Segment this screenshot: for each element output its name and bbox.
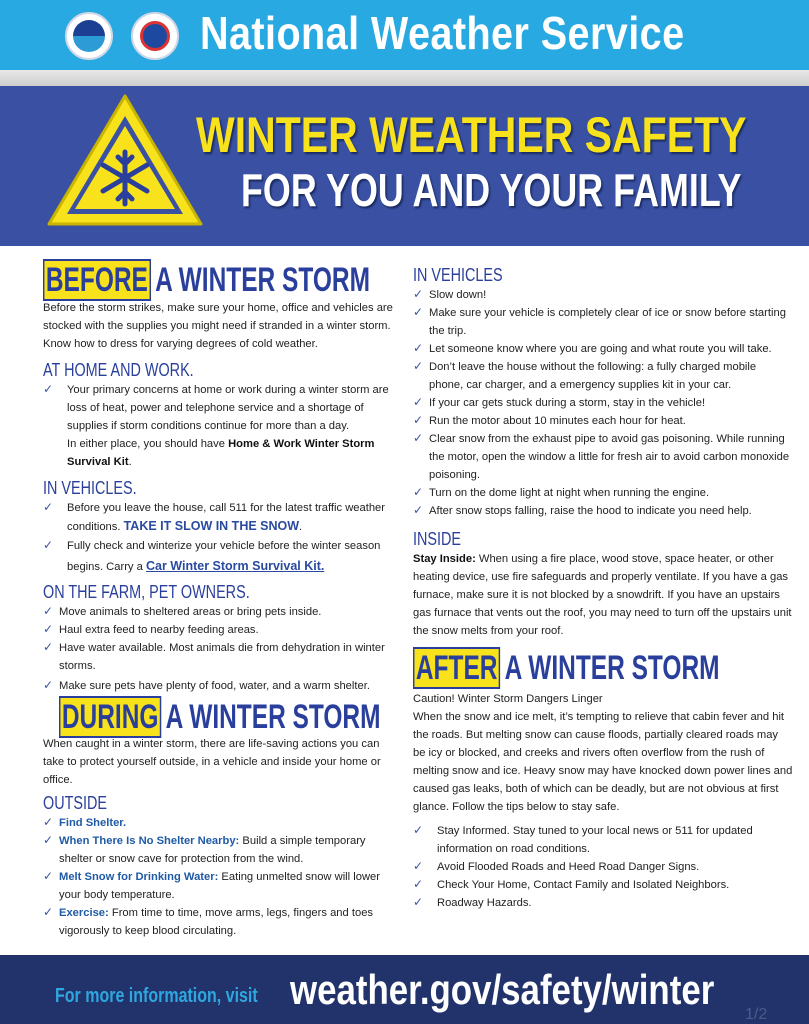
list-item bbox=[413, 876, 793, 894]
list-item bbox=[43, 639, 393, 675]
list-item bbox=[43, 677, 393, 695]
list-item bbox=[43, 499, 393, 536]
list-item bbox=[413, 412, 793, 430]
item-text: Fully check and winterize your vehicle before the winter season begins. Carry a bbox=[67, 540, 381, 573]
list-item bbox=[413, 304, 793, 340]
item-text: Build a simple temporary shelter or snow cave for protection from the wind. bbox=[59, 835, 366, 865]
list-item bbox=[43, 621, 393, 639]
item-text: Eating unmelted snow will lower your body temperature. bbox=[59, 871, 381, 901]
check-icon: ✓ bbox=[43, 815, 54, 829]
item-text: Haul extra feed to nearby feeding areas. bbox=[59, 624, 259, 636]
section-heading bbox=[43, 262, 370, 298]
list-item bbox=[43, 832, 393, 868]
item-text: Before you leave the house, call 511 for the latest traffic weather conditions. bbox=[67, 502, 385, 533]
list-item bbox=[413, 358, 793, 394]
inside-title: INSIDE bbox=[413, 529, 462, 549]
farm-title: ON THE FARM, PET OWNERS. bbox=[43, 582, 250, 602]
outside-title: OUTSIDE bbox=[43, 793, 108, 813]
list-item bbox=[413, 484, 793, 502]
after-list bbox=[413, 822, 793, 912]
check-icon: ✓ bbox=[43, 640, 54, 654]
item-text: After snow stops falling, raise the hood to indicate you need help. bbox=[429, 505, 752, 517]
before-intro: Before the storm strikes, make sure your home, office and vehicles are stocked with the supplies you might need if stranded in a winter storm. Know how to dress for varying degrees of cold weather. bbox=[43, 302, 393, 350]
check-icon: ✓ bbox=[43, 869, 54, 883]
check-icon: ✓ bbox=[43, 905, 54, 919]
section-heading bbox=[59, 699, 381, 735]
item-text: Make sure your vehicle is completely clear of ice or snow before starting the trip. bbox=[429, 307, 786, 337]
footer-url-link[interactable]: weather.gov/safety/winter bbox=[290, 966, 715, 1013]
check-icon: ✓ bbox=[413, 305, 424, 319]
list-item bbox=[43, 536, 393, 577]
item-text: Move animals to sheltered areas or bring pets inside. bbox=[59, 606, 322, 618]
item-text: From time to time, move arms, legs, fingers and toes vigorously to keep blood circulating. bbox=[59, 907, 374, 937]
list-item bbox=[413, 394, 793, 412]
check-icon: ✓ bbox=[43, 833, 54, 847]
check-icon: ✓ bbox=[413, 895, 424, 909]
list-item bbox=[413, 430, 793, 484]
check-icon: ✓ bbox=[43, 500, 54, 514]
list-item bbox=[413, 340, 793, 358]
list-item bbox=[413, 822, 793, 858]
item-emphasis: TAKE IT SLOW IN THE SNOW bbox=[123, 519, 300, 533]
list-item bbox=[43, 904, 393, 940]
left-column bbox=[43, 262, 393, 940]
noaa-logo bbox=[65, 12, 113, 60]
main-subtitle: FOR YOU AND YOUR FAMILY bbox=[241, 164, 742, 216]
check-icon: ✓ bbox=[43, 382, 54, 396]
heading-highlight: DURING bbox=[59, 696, 161, 738]
item-lead: Melt Snow for Drinking Water: bbox=[59, 871, 219, 883]
item-lead: Find Shelter. bbox=[59, 817, 127, 829]
snowflake-warning-icon bbox=[45, 92, 205, 232]
check-icon: ✓ bbox=[413, 859, 424, 873]
list-item bbox=[43, 381, 393, 471]
item-text: Make sure pets have plenty of food, water, and a warm shelter. bbox=[59, 680, 370, 692]
item-text: Clear snow from the exhaust pipe to avoid gas poisoning. While running the motor, open the window a little for fresh air to avoid carbon monoxide poisoning. bbox=[429, 433, 790, 481]
check-icon: ✓ bbox=[43, 678, 54, 692]
check-icon: ✓ bbox=[413, 503, 424, 517]
check-icon: ✓ bbox=[413, 823, 424, 837]
item-text: If your car gets stuck during a storm, stay in the vehicle! bbox=[429, 397, 706, 409]
heading-text: A WINTER STORM bbox=[155, 261, 370, 299]
check-icon: ✓ bbox=[43, 622, 54, 636]
during-section bbox=[43, 699, 393, 940]
item-text: Check Your Home, Contact Family and Isolated Neighbors. bbox=[437, 879, 730, 891]
kit-name: Home & Work Winter Storm Survival Kit bbox=[67, 438, 375, 468]
list-item bbox=[413, 286, 793, 304]
check-icon: ✓ bbox=[413, 485, 424, 499]
home-title: AT HOME AND WORK. bbox=[43, 360, 194, 380]
inside-lead: Stay Inside: bbox=[413, 553, 476, 565]
item-text: Avoid Flooded Roads and Heed Road Danger Signs. bbox=[437, 861, 700, 873]
after-intro: When the snow and ice melt, it’s tempting to relieve that cabin fever and hit the roads. But melting snow can cause floods, partially cleared roads may be icy or blocked, and creeks and rivers often overflow from the rush of melting snow and ice. Heavy snow may have knocked down power lines and caused gas leaks, both of which can be deadly, but are not obvious at first glance. Follow the tips below to stay safe. bbox=[413, 711, 793, 813]
org-title: National Weather Service bbox=[200, 7, 685, 59]
list-item bbox=[413, 894, 793, 912]
heading-text: A WINTER STORM bbox=[504, 649, 720, 687]
item-text: Slow down! bbox=[429, 289, 487, 301]
after-section bbox=[413, 650, 793, 912]
list-item bbox=[413, 502, 793, 520]
item-text: Turn on the dome light at night when running the engine. bbox=[429, 487, 710, 499]
section-heading bbox=[413, 650, 720, 686]
page-indicator: 1/2 bbox=[745, 1006, 768, 1023]
heading-highlight: BEFORE bbox=[43, 259, 151, 301]
vehicles-title: IN VEHICLES bbox=[413, 265, 503, 285]
after-caution: Caution! Winter Storm Dangers Linger bbox=[413, 693, 603, 705]
item-text: Stay Informed. Stay tuned to your local news or 511 for updated information on road conditions. bbox=[437, 825, 753, 855]
check-icon: ✓ bbox=[413, 287, 424, 301]
main-title: WINTER WEATHER SAFETY bbox=[196, 107, 747, 163]
check-icon: ✓ bbox=[413, 431, 424, 445]
item-text: Don’t leave the house without the following: a fully charged mobile phone, car charger, and a emergency supplies kit in your car. bbox=[429, 361, 757, 391]
item-text: Roadway Hazards. bbox=[437, 897, 532, 909]
check-icon: ✓ bbox=[413, 877, 424, 891]
inside-text bbox=[413, 550, 793, 640]
heading-highlight: AFTER bbox=[413, 647, 500, 689]
check-icon: ✓ bbox=[413, 341, 424, 355]
check-icon: ✓ bbox=[413, 359, 424, 373]
check-icon: ✓ bbox=[43, 538, 54, 552]
during-vehicles-section bbox=[413, 264, 793, 640]
list-item bbox=[413, 858, 793, 876]
item-text: Your primary concerns at home or work during a winter storm are loss of heat, power and telephone service and a shortage of supplies if storm conditions continue for more than a day. bbox=[67, 384, 389, 432]
list-item bbox=[43, 814, 393, 832]
item-text: Let someone know where you are going and what route you will take. bbox=[429, 343, 772, 355]
item-text: Run the motor about 10 minutes each hour for heat. bbox=[429, 415, 686, 427]
item-text: In either place, you should have bbox=[67, 438, 229, 450]
check-icon: ✓ bbox=[413, 413, 424, 427]
vehicles-list bbox=[413, 286, 793, 520]
footer-lead: For more information, visit bbox=[55, 985, 258, 1007]
before-section bbox=[43, 262, 393, 695]
vehicles-title: IN VEHICLES. bbox=[43, 478, 137, 498]
inside-body: When using a fire place, wood stove, space heater, or other heating device, use fire safeguards and properly ventilate. If you have a gas furnace, make sure it is not blocked by a snowdrift. If you have an upstairs gas furnace that vents out the roof, you may need to turn off the upstairs unit the snow melts from your roof. bbox=[413, 553, 792, 637]
during-intro: When caught in a winter storm, there are life-saving actions you can take to protect yourself outside, in a vehicle and inside your home or office. bbox=[43, 738, 381, 786]
heading-text: A WINTER STORM bbox=[165, 698, 381, 736]
item-lead: Exercise: bbox=[59, 907, 109, 919]
divider bbox=[0, 70, 809, 86]
list-item bbox=[43, 603, 393, 621]
item-text: . bbox=[128, 456, 132, 468]
nws-logo bbox=[131, 12, 179, 60]
check-icon: ✓ bbox=[43, 604, 54, 618]
item-text: . bbox=[299, 521, 303, 533]
item-lead: When There Is No Shelter Nearby: bbox=[59, 835, 240, 847]
check-icon: ✓ bbox=[413, 395, 424, 409]
right-column bbox=[413, 264, 793, 912]
list-item bbox=[43, 868, 393, 904]
car-kit-link[interactable]: Car Winter Storm Survival Kit. bbox=[145, 559, 325, 573]
item-text: Have water available. Most animals die from dehydration in winter storms. bbox=[59, 642, 385, 672]
